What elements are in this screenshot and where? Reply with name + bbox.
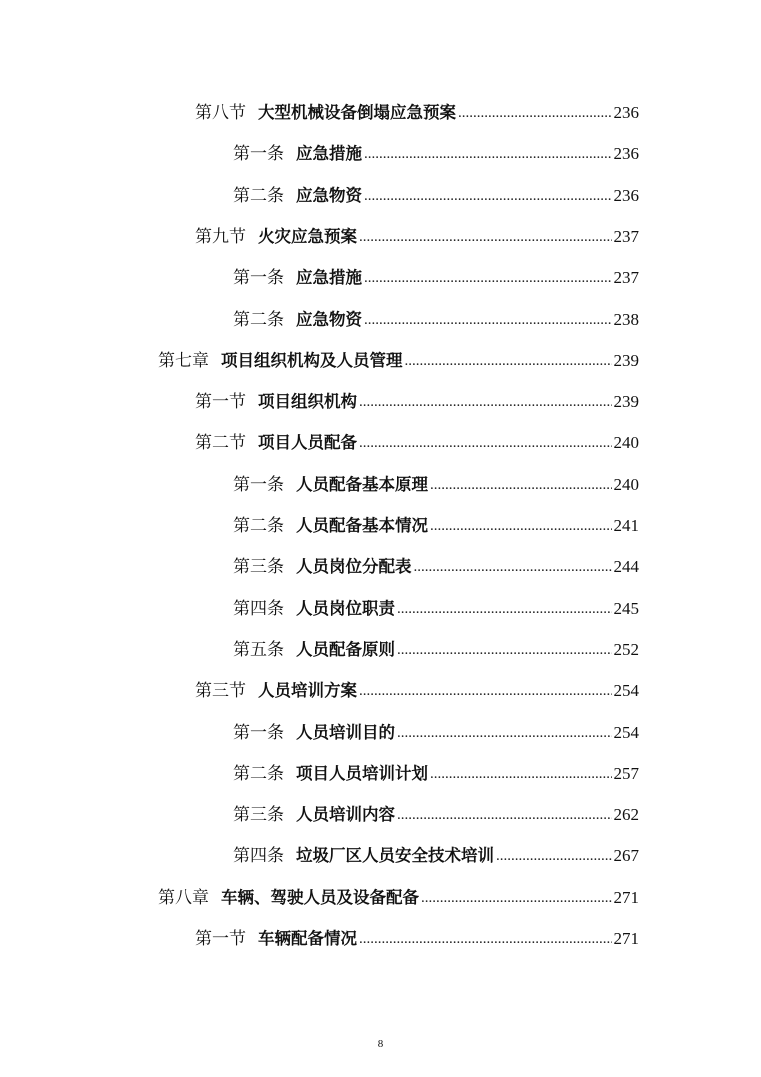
toc-entry-title: 项目人员配备 (258, 433, 357, 452)
toc-entry-number: 第四条 (233, 846, 284, 866)
toc-entry[interactable] (233, 549, 639, 577)
toc-entry-title: 项目组织机构 (258, 392, 357, 411)
toc-entry-title: 人员岗位分配表 (296, 557, 412, 576)
toc-entry[interactable] (195, 921, 639, 949)
toc-entry-page: 257 (613, 764, 639, 783)
toc-dot-leader (405, 351, 612, 371)
toc-entry-page: 241 (613, 516, 639, 535)
toc-entry-page: 238 (613, 310, 639, 329)
page-number: 8 (377, 1038, 384, 1050)
toc-dot-leader (496, 846, 612, 866)
toc-entry-number: 第三条 (233, 557, 284, 577)
toc-entry[interactable] (233, 508, 639, 536)
toc-entry-title: 人员配备基本情况 (296, 516, 428, 535)
toc-entry[interactable] (233, 838, 639, 866)
toc-entry-number: 第二条 (233, 516, 284, 536)
toc-entry[interactable] (233, 178, 639, 206)
toc-dot-leader (359, 929, 612, 949)
toc-dot-leader (359, 392, 612, 412)
toc-entry[interactable] (195, 425, 639, 453)
toc-dot-leader (364, 310, 612, 330)
toc-dot-leader (397, 805, 612, 825)
toc-entry-page: 237 (613, 227, 639, 246)
toc-entry-page: 267 (613, 846, 639, 865)
toc-dot-leader (364, 186, 612, 206)
toc-dot-leader (414, 557, 612, 577)
toc-entry-title: 车辆、驾驶人员及设备配备 (221, 888, 419, 907)
toc-entry[interactable] (233, 467, 639, 495)
toc-entry-number: 第一节 (195, 929, 246, 949)
toc-entry-title: 项目组织机构及人员管理 (221, 351, 403, 370)
toc-entry-title: 项目人员培训计划 (296, 764, 428, 783)
toc-entry-number: 第三节 (195, 681, 246, 701)
toc-entry[interactable] (195, 384, 639, 412)
toc-entry[interactable] (233, 260, 639, 288)
toc-entry[interactable] (158, 880, 639, 908)
toc-entry[interactable] (158, 343, 639, 371)
toc-entry-page: 239 (613, 351, 639, 370)
toc-entry-title: 火灾应急预案 (258, 227, 357, 246)
toc-entry[interactable] (233, 302, 639, 330)
toc-dot-leader (458, 103, 612, 123)
toc-entry[interactable] (233, 797, 639, 825)
toc-entry-number: 第九节 (195, 227, 246, 247)
toc-entry[interactable] (233, 632, 639, 660)
toc-entry-number: 第一条 (233, 268, 284, 288)
toc-entry-title: 人员配备原则 (296, 640, 395, 659)
toc-entry-page: 240 (613, 433, 639, 452)
toc-dot-leader (397, 640, 612, 660)
toc-entry-number: 第八节 (195, 103, 246, 123)
toc-entry[interactable] (233, 136, 639, 164)
toc-entry-title: 应急措施 (296, 268, 362, 287)
toc-entry-page: 254 (613, 681, 639, 700)
toc-dot-leader (430, 516, 612, 536)
toc-entry-page: 271 (613, 888, 639, 907)
toc-entry-page: 271 (613, 929, 639, 948)
toc-entry-page: 262 (613, 805, 639, 824)
toc-entry[interactable] (233, 715, 639, 743)
toc-entry[interactable] (195, 673, 639, 701)
toc-dot-leader (359, 681, 612, 701)
toc-entry-page: 252 (613, 640, 639, 659)
toc-entry-title: 人员岗位职责 (296, 599, 395, 618)
toc-entry-number: 第二条 (233, 186, 284, 206)
toc-entry[interactable] (195, 95, 639, 123)
toc-entry-title: 人员培训目的 (296, 723, 395, 742)
toc-dot-leader (421, 888, 612, 908)
toc-entry-page: 254 (613, 723, 639, 742)
toc-entry-title: 垃圾厂区人员安全技术培训 (296, 846, 494, 865)
toc-dot-leader (397, 599, 612, 619)
toc-entry-page: 236 (613, 103, 639, 122)
toc-entry-page: 244 (613, 557, 639, 576)
toc-entry-title: 人员配备基本原理 (296, 475, 428, 494)
toc-entry-page: 237 (613, 268, 639, 287)
toc-entry[interactable] (233, 591, 639, 619)
toc-dot-leader (430, 764, 612, 784)
toc-entry-number: 第五条 (233, 640, 284, 660)
toc-entry-page: 236 (613, 144, 639, 163)
toc-dot-leader (359, 433, 612, 453)
toc-entry-number: 第二条 (233, 310, 284, 330)
toc-entry-page: 239 (613, 392, 639, 411)
toc-entry-page: 240 (613, 475, 639, 494)
toc-entry-title: 人员培训内容 (296, 805, 395, 824)
toc-entry-title: 应急物资 (296, 186, 362, 205)
toc-dot-leader (364, 144, 612, 164)
toc-entry-number: 第一条 (233, 144, 284, 164)
toc-entry-title: 人员培训方案 (258, 681, 357, 700)
toc-entry-title: 应急物资 (296, 310, 362, 329)
toc-entry-page: 236 (613, 186, 639, 205)
toc-dot-leader (397, 723, 612, 743)
toc-dot-leader (359, 227, 612, 247)
toc-entry-number: 第一条 (233, 475, 284, 495)
toc-entry-number: 第七章 (158, 351, 209, 371)
toc-dot-leader (364, 268, 612, 288)
toc-entry-number: 第三条 (233, 805, 284, 825)
toc-entry-number: 第二条 (233, 764, 284, 784)
toc-entry-title: 车辆配备情况 (258, 929, 357, 948)
toc-entry-number: 第一条 (233, 723, 284, 743)
toc-entry-number: 第一节 (195, 392, 246, 412)
toc-entry-number: 第二节 (195, 433, 246, 453)
toc-entry-number: 第八章 (158, 888, 209, 908)
toc-entry-title: 大型机械设备倒塌应急预案 (258, 103, 456, 122)
toc-dot-leader (430, 475, 612, 495)
toc-entry-number: 第四条 (233, 599, 284, 619)
toc-entry-page: 245 (613, 599, 639, 618)
toc-entry[interactable] (233, 756, 639, 784)
toc-entry[interactable] (195, 219, 639, 247)
toc-entry-title: 应急措施 (296, 144, 362, 163)
